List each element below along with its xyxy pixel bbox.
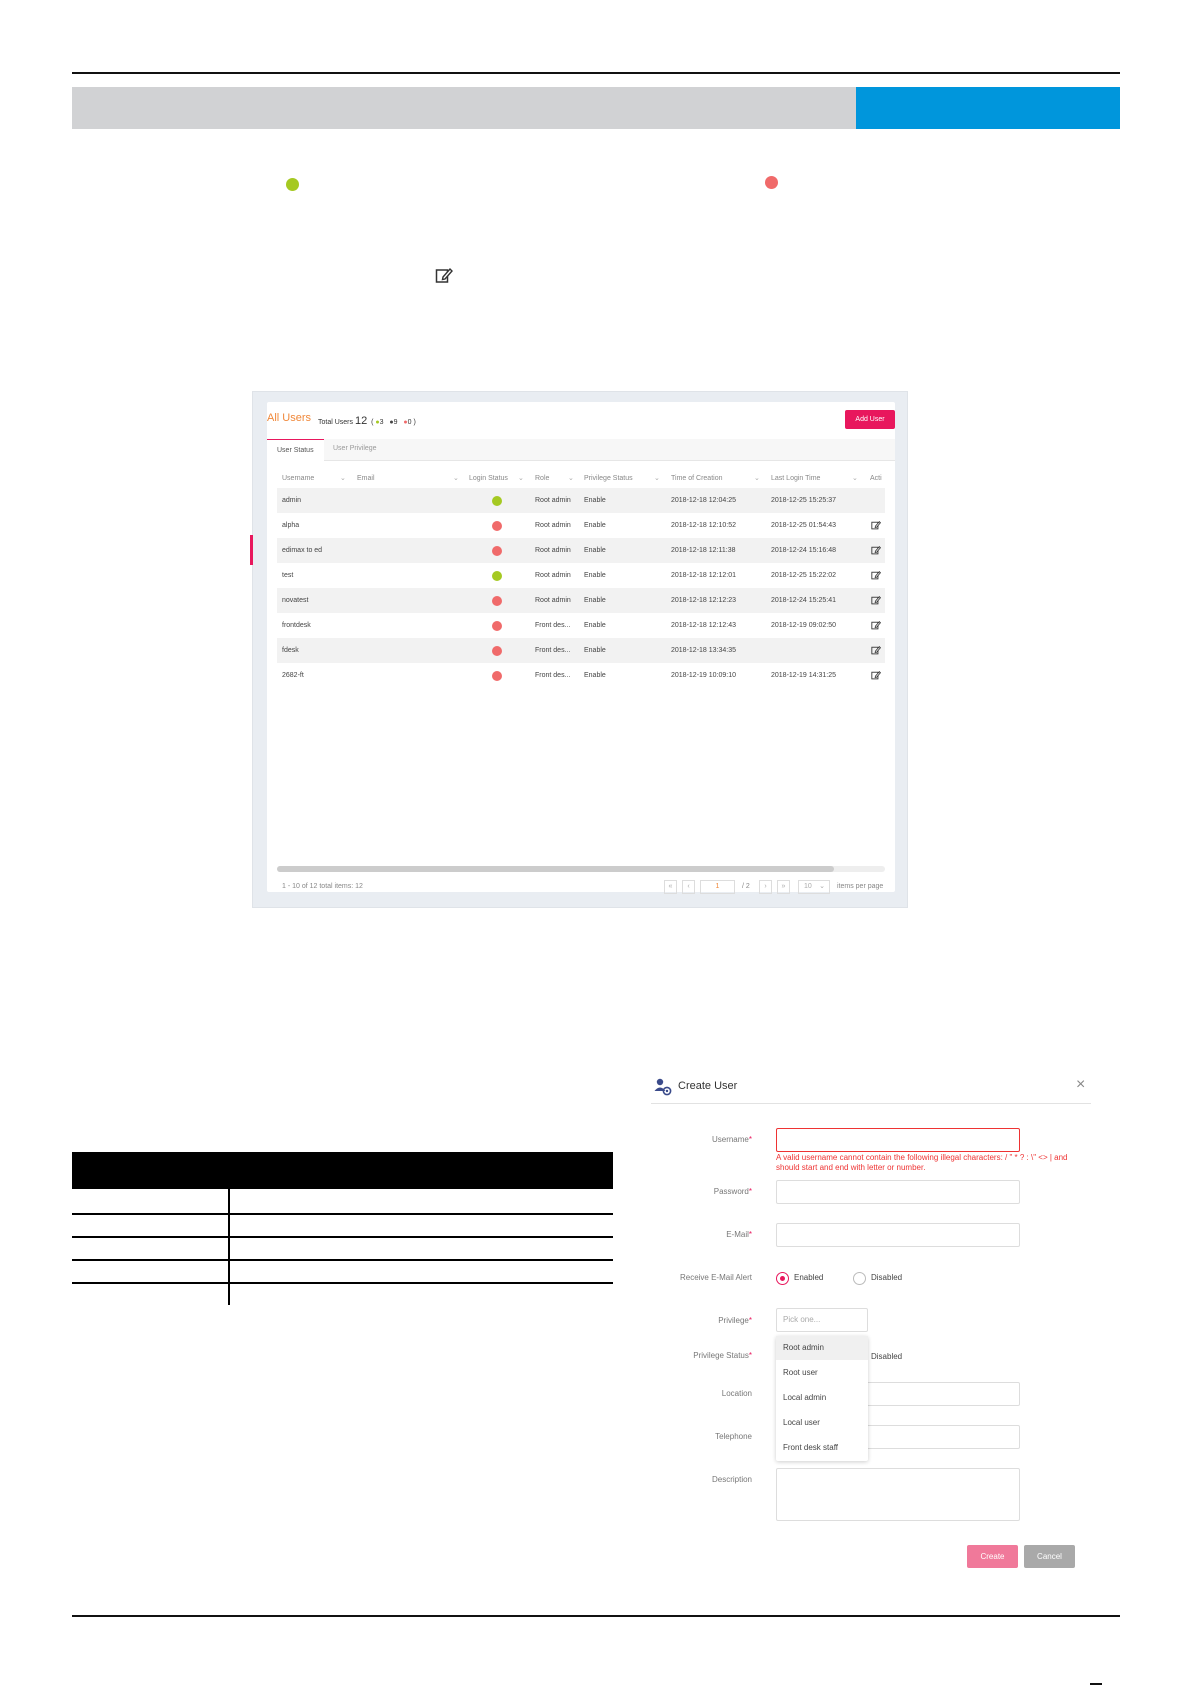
table-row-line	[72, 1282, 613, 1284]
next-page-button[interactable]: ›	[759, 880, 772, 894]
cell-privilege-status: Enable	[584, 522, 606, 529]
privilege-status-disabled-label[interactable]: Disabled	[871, 1352, 903, 1361]
cell-role: Root admin	[535, 572, 571, 579]
cell-time-of-creation: 2018-12-18 12:12:01	[671, 572, 736, 579]
dialog-title: Create User	[678, 1080, 738, 1092]
table-row-line	[72, 1213, 613, 1215]
edit-icon[interactable]	[871, 545, 881, 555]
required-mark: *	[748, 1351, 752, 1360]
tab-user-status[interactable]: User Status	[267, 439, 324, 461]
privilege-option[interactable]: Root admin	[776, 1336, 868, 1360]
count-gray: 9	[393, 419, 398, 426]
password-input[interactable]	[776, 1180, 1020, 1204]
privilege-dropdown	[776, 1336, 868, 1461]
cell-privilege-status: Enable	[584, 647, 606, 654]
per-page-label: items per page	[837, 883, 884, 890]
panel-title: All Users	[267, 412, 312, 424]
username-label	[602, 1135, 752, 1144]
description-label: Description	[711, 1475, 752, 1484]
edit-icon	[435, 266, 453, 284]
cell-last-login-time: 2018-12-24 15:25:41	[771, 597, 836, 604]
cell-username: alpha	[282, 522, 300, 529]
telephone-label: Telephone	[715, 1432, 752, 1441]
col-role[interactable]: Role	[535, 475, 550, 482]
cell-username: admin	[282, 497, 302, 504]
per-page-select[interactable]	[798, 880, 830, 894]
tab-bar	[267, 439, 895, 461]
add-user-button[interactable]: Add User	[845, 410, 895, 429]
scrollbar-thumb[interactable]	[277, 866, 834, 872]
paren-close: )	[413, 419, 416, 426]
location-label: Location	[721, 1389, 752, 1398]
chevron-down-icon[interactable]: ⌄	[453, 475, 459, 482]
header-accent	[856, 87, 1120, 129]
cell-privilege-status: Enable	[584, 572, 606, 579]
chevron-down-icon[interactable]: ⌄	[340, 475, 346, 482]
cell-role: Root admin	[535, 497, 571, 504]
cell-privilege-status: Enable	[584, 622, 606, 629]
cell-role: Front des...	[535, 672, 571, 679]
edit-icon[interactable]	[871, 620, 881, 630]
login-status-dot-icon	[492, 646, 502, 656]
table-header	[72, 1152, 613, 1189]
required-mark: *	[748, 1230, 752, 1239]
privilege-option[interactable]: Local admin	[783, 1393, 827, 1402]
horizontal-scrollbar[interactable]	[277, 866, 885, 872]
footer-rule	[72, 1615, 1120, 1617]
user-red-icon: ●	[403, 419, 408, 426]
cell-last-login-time: 2018-12-19 09:02:50	[771, 622, 836, 629]
cell-time-of-creation: 2018-12-18 12:12:43	[671, 622, 736, 629]
login-status-dot-icon	[492, 546, 502, 556]
col-time-of-creation[interactable]: Time of Creation	[671, 475, 723, 482]
privilege-label-text: Privilege	[718, 1316, 749, 1325]
cell-role: Root admin	[535, 547, 571, 554]
table-row-line	[72, 1259, 613, 1261]
email-alert-label: Receive E-Mail Alert	[679, 1273, 752, 1282]
required-mark: *	[748, 1187, 752, 1196]
prev-page-button[interactable]: ‹	[682, 880, 695, 894]
users-panel	[252, 391, 908, 908]
col-login-status[interactable]: Login Status	[469, 475, 508, 482]
cell-privilege-status: Enable	[584, 547, 606, 554]
username-input[interactable]	[776, 1128, 1020, 1152]
edit-icon[interactable]	[871, 645, 881, 655]
chevron-down-icon[interactable]: ⌄	[852, 475, 858, 482]
cell-time-of-creation: 2018-12-18 12:12:23	[671, 597, 736, 604]
tab-user-privilege[interactable]: User Privilege	[333, 445, 377, 452]
page-count: / 2	[742, 883, 750, 890]
edit-icon[interactable]	[871, 670, 881, 680]
cell-last-login-time: 2018-12-25 15:25:37	[771, 497, 836, 504]
cell-time-of-creation: 2018-12-18 12:10:52	[671, 522, 736, 529]
cell-role: Front des...	[535, 622, 571, 629]
paren-open: (	[371, 419, 374, 426]
edit-icon[interactable]	[871, 520, 881, 530]
user-settings-icon	[654, 1078, 672, 1096]
chevron-down-icon[interactable]: ⌄	[654, 475, 660, 482]
chevron-down-icon[interactable]: ⌄	[568, 475, 574, 482]
table-row[interactable]	[277, 638, 885, 663]
cell-time-of-creation: 2018-12-18 13:34:35	[671, 647, 736, 654]
login-status-dot-icon	[492, 496, 502, 506]
chevron-down-icon[interactable]: ⌄	[518, 475, 524, 482]
privilege-status-label	[602, 1351, 752, 1360]
count-green: 3	[379, 419, 384, 426]
description-textarea[interactable]	[776, 1468, 1020, 1521]
cell-username: frontdesk	[282, 622, 311, 629]
cell-role: Root admin	[535, 597, 571, 604]
cell-last-login-time: 2018-12-25 01:54:43	[771, 522, 836, 529]
cell-username: test	[282, 572, 294, 579]
table-column-line	[228, 1189, 230, 1305]
table-row[interactable]	[277, 538, 885, 563]
privilege-option[interactable]: Local user	[783, 1418, 820, 1427]
col-email[interactable]: Email	[357, 475, 375, 482]
col-username[interactable]: Username	[282, 475, 315, 482]
cell-last-login-time: 2018-12-24 15:16:48	[771, 547, 836, 554]
cell-username: 2682-ft	[282, 672, 304, 679]
cell-last-login-time: 2018-12-19 14:31:25	[771, 672, 836, 679]
password-label-text: Password	[713, 1187, 749, 1196]
total-label: Total Users	[318, 419, 354, 426]
privilege-status-label-text: Privilege Status	[693, 1351, 749, 1360]
offline-dot-icon	[765, 176, 778, 189]
dialog-divider	[651, 1103, 1091, 1104]
header-bar	[72, 87, 856, 129]
email-label-text: E-Mail	[726, 1230, 749, 1239]
privilege-select[interactable]: Pick one...	[776, 1308, 868, 1332]
first-page-button[interactable]: «	[664, 880, 677, 894]
alert-disabled-radio[interactable]	[853, 1272, 866, 1285]
top-rule	[72, 72, 1120, 74]
cell-privilege-status: Enable	[584, 597, 606, 604]
privilege-option[interactable]: Front desk staff	[783, 1443, 838, 1452]
count-red: 0	[407, 419, 412, 426]
login-status-dot-icon	[492, 621, 502, 631]
table-row[interactable]	[277, 563, 885, 588]
chevron-down-icon: ⌄	[819, 883, 825, 890]
cell-time-of-creation: 2018-12-19 10:09:10	[671, 672, 736, 679]
col-action[interactable]: Acti	[870, 475, 882, 482]
online-dot-icon	[286, 178, 299, 191]
total-count: 12	[354, 415, 368, 427]
edit-icon[interactable]	[871, 595, 881, 605]
username-label-text: Username	[711, 1135, 749, 1144]
user-green-icon: ●	[375, 419, 380, 426]
col-last-login-time[interactable]: Last Login Time	[771, 475, 821, 482]
close-icon[interactable]: ×	[1076, 1076, 1086, 1093]
table-row[interactable]	[277, 513, 885, 538]
alert-enabled-label: Enabled	[794, 1273, 824, 1282]
cell-time-of-creation: 2018-12-18 12:04:25	[671, 497, 736, 504]
table-row[interactable]	[277, 488, 885, 513]
cell-time-of-creation: 2018-12-18 12:11:38	[671, 547, 736, 554]
privilege-option[interactable]: Root user	[783, 1368, 818, 1377]
email-label	[602, 1230, 752, 1239]
user-gray-icon: ●	[389, 419, 394, 426]
cell-privilege-status: Enable	[584, 497, 606, 504]
privilege-label	[602, 1316, 752, 1325]
required-mark: *	[748, 1135, 752, 1144]
last-page-button[interactable]: »	[777, 880, 790, 894]
cell-role: Root admin	[535, 522, 571, 529]
cell-last-login-time: 2018-12-25 15:22:02	[771, 572, 836, 579]
email-input[interactable]	[776, 1223, 1020, 1247]
cell-username: novatest	[282, 597, 309, 604]
alert-enabled-radio[interactable]	[776, 1272, 789, 1285]
chevron-down-icon[interactable]: ⌄	[754, 475, 760, 482]
cell-username: edimax to ed	[282, 547, 323, 554]
login-status-dot-icon	[492, 671, 502, 681]
create-button[interactable]: Create	[967, 1545, 1018, 1568]
total-users	[318, 415, 416, 427]
login-status-dot-icon	[492, 596, 502, 606]
per-page-value: 10	[804, 883, 812, 890]
login-status-dot-icon	[492, 521, 502, 531]
table-row[interactable]	[277, 613, 885, 638]
edit-icon[interactable]	[871, 570, 881, 580]
table-row-line	[72, 1236, 613, 1238]
page-input[interactable]: 1	[700, 880, 735, 894]
cancel-button[interactable]: Cancel	[1024, 1545, 1075, 1568]
col-privilege-status[interactable]: Privilege Status	[584, 475, 633, 482]
cell-username: fdesk	[282, 647, 299, 654]
cell-privilege-status: Enable	[584, 672, 606, 679]
users-card	[267, 402, 895, 892]
table-row[interactable]	[277, 588, 885, 613]
username-error: A valid username cannot contain the following illegal characters: / " * ? : \" <> | and should start and end with letter or number.	[776, 1153, 1068, 1172]
required-mark: *	[748, 1316, 752, 1325]
panel-side-marker	[250, 535, 253, 565]
table-row[interactable]	[277, 663, 885, 688]
password-label	[602, 1187, 752, 1196]
alert-disabled-label: Disabled	[871, 1273, 903, 1282]
cell-role: Front des...	[535, 647, 571, 654]
login-status-dot-icon	[492, 571, 502, 581]
pagination-summary: 1 - 10 of 12 total items: 12	[282, 883, 363, 890]
